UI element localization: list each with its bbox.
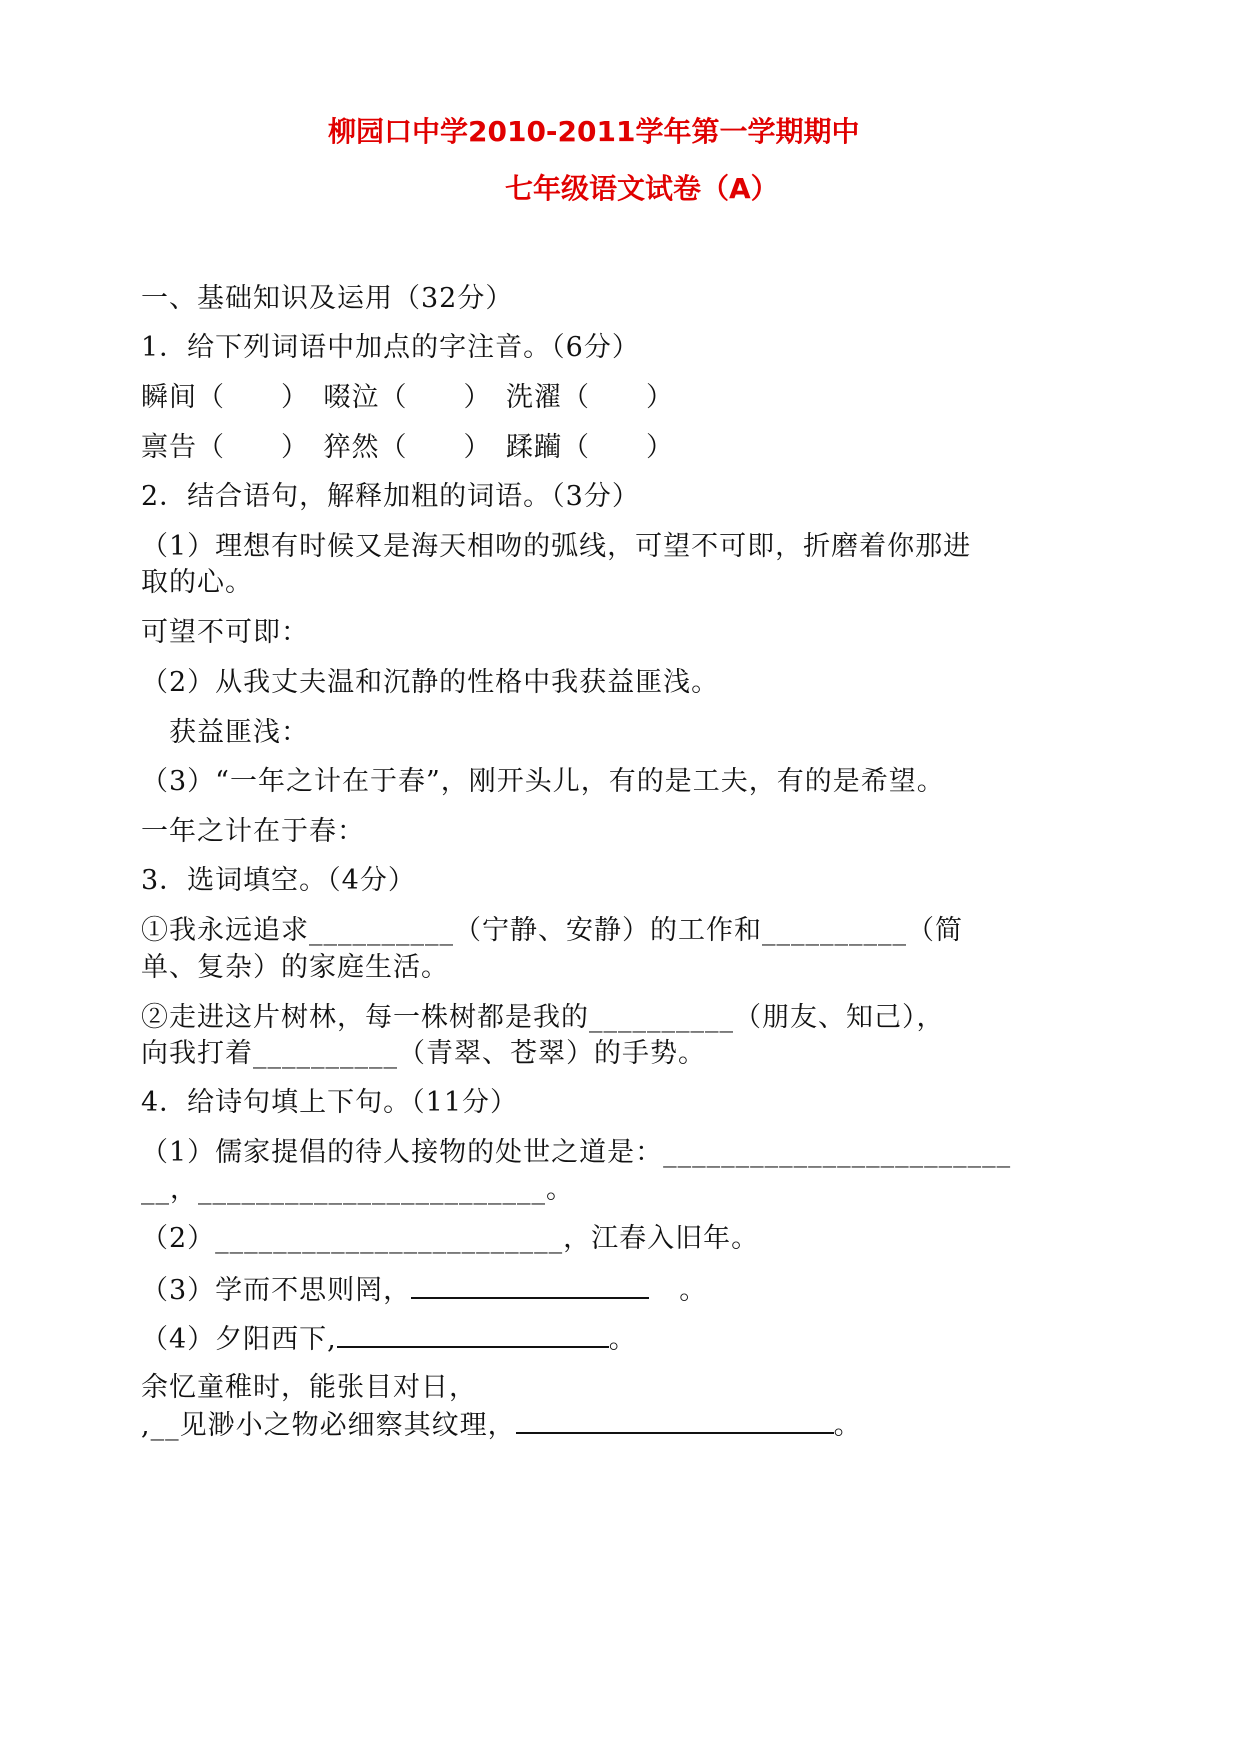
answer-blank (411, 1273, 649, 1299)
question-4-item-3-prefix: （3）学而不思则罔， (141, 1275, 412, 1306)
question-2-stem: 2．结合语句，解释加粗的词语。（3分） (141, 481, 640, 512)
question-2-item-1-line-2: 取的心。 (141, 567, 253, 598)
question-4-item-5-line-2 (141, 1408, 862, 1442)
question-3-item-1-line-2: 单、复杂）的家庭生活。 (141, 952, 449, 983)
question-4-item-3-suffix: 。 (679, 1275, 708, 1306)
question-4-item-1-line-1: （1）儒家提倡的待人接物的处世之道是：________________________ (141, 1137, 1012, 1168)
question-2-item-3: （3）“一年之计在于春”，刚开头儿，有的是工夫，有的是希望。 (141, 766, 945, 797)
answer-blank (337, 1322, 609, 1348)
answer-blank (516, 1408, 834, 1434)
question-4-item-4-prefix: （4）夕阳西下, (141, 1324, 337, 1355)
question-4-item-5-suffix: 。 (833, 1410, 862, 1441)
question-1-stem: 1．给下列词语中加点的字注音。（6分） (141, 332, 640, 363)
question-3-item-2-line-2: 向我打着__________（青翠、苍翠）的手势。 (141, 1038, 706, 1069)
question-4-item-5-line-1: 余忆童稚时，能张目对日， (141, 1372, 477, 1403)
question-1-row-1: 瞬间（ ） 啜泣（ ） 洗濯（ ） (141, 382, 674, 413)
exam-title: 柳园口中学2010-2011学年第一学期期中 (328, 115, 860, 148)
question-4-item-1-line-2: __，________________________。 (141, 1174, 574, 1205)
question-2-item-1-answer: 可望不可即： (141, 617, 309, 648)
exam-subtitle: 七年级语文试卷（A） (505, 172, 779, 205)
question-2-item-3-answer: 一年之计在于春： (141, 816, 365, 847)
question-2-item-2-answer: 获益匪浅： (169, 717, 309, 748)
question-4-item-2: （2）________________________，江春入旧年。 (141, 1223, 760, 1254)
question-2-item-1-line-1: （1）理想有时候又是海天相吻的弧线，可望不可即，折磨着你那进 (141, 531, 972, 562)
question-3-stem: 3．选词填空。（4分） (141, 865, 416, 896)
question-4-item-5-prefix: ,__见渺小之物必细察其纹理， (141, 1410, 516, 1441)
question-4-item-4-suffix: 。 (608, 1324, 637, 1355)
question-4-stem: 4．给诗句填上下句。（11分） (141, 1087, 519, 1118)
question-2-item-2: （2）从我丈夫温和沉静的性格中我获益匪浅。 (141, 667, 720, 698)
question-1-row-2: 禀告（ ） 猝然（ ） 蹂躏（ ） (141, 432, 674, 463)
question-3-item-2-line-1: ②走进这片树林，每一株树都是我的__________（朋友、知己）， (141, 1002, 945, 1033)
section-heading: 一、基础知识及运用（32分） (141, 283, 514, 314)
question-3-item-1-line-1: ①我永远追求__________（宁静、安静）的工作和__________（简 (141, 915, 963, 946)
question-4-item-4 (141, 1322, 637, 1356)
question-4-item-3 (141, 1273, 707, 1307)
